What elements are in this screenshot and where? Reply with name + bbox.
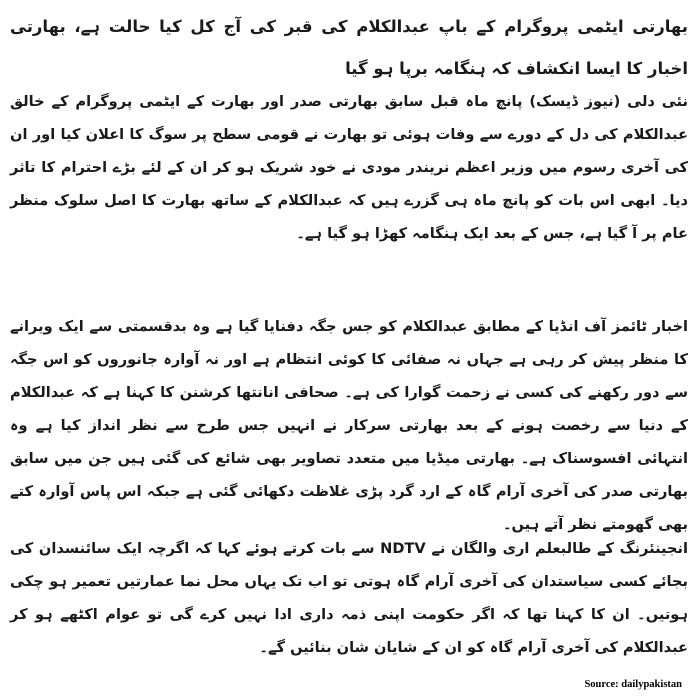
news-article-page xyxy=(10,0,688,698)
article-paragraph-1: نئی دلی (نیوز ڈیسک) پانچ ماہ قبل سابق بھارتی صدر اور بھارت کے ایٹمی پروگرام کے خالق عبدالکلام کی دل کے دورے سے وفات ہوئی تو بھارت نے قومی سطح پر سوگ کا اعلان کیا اور ان کی آخری رسوم میں وزیر اعظم نریندر مودی نے خود شریک ہو کر ان کے لئے بڑے احترام کا تاثر دیا۔ ابھی اس بات کو پانچ ماہ ہی گزرے ہیں کہ عبدالکلام کے ساتھ بھارت کا اصل سلوک منظر عام پر آ گیا ہے، جس کے بعد ایک ہنگامہ کھڑا ہو گیا ہے۔ xyxy=(10,93,688,242)
article-paragraph-3: انجینئرنگ کے طالبعلم اری والگان نے NDTV سے بات کرتے ہوئے کہا کہ اگرچہ ایک سائنسدان کی بجائے کسی سیاستدان کی آخری آرام گاہ ہوتی تو اب تک یہاں محل نما عمارتیں تعمیر ہو چکی ہوتیں۔ ان کا کہنا تھا کہ اگر حکومت اپنی ذمہ داری ادا نہیں کرے گی تو عوام اکٹھے ہو کر عبدالکلام کی آخری آرام گاہ کو ان کے شایان شان بنائیں گے۔ xyxy=(10,540,689,656)
article-paragraph-2: اخبار ٹائمز آف انڈیا کے مطابق عبدالکلام کو جس جگہ دفنایا گیا ہے وہ بدقسمتی سے ایک ویرانے کا منظر پیش کر رہی ہے جہاں نہ صفائی کا کوئی انتظام ہے اور نہ آوارہ جانوروں کو اس جگہ سے دور رکھنے کی کسی نے زحمت گوارا کی ہے۔ صحافی انانتھا کرشنن کا کہنا ہے کہ عبدالکلام کے دنیا سے رخصت ہونے کے بعد بھارتی سرکار نے انہیں جس طرح سے نظر انداز کیا ہے وہ انتہائی افسوسناک ہے۔ بھارتی میڈیا میں متعدد تصاویر بھی شائع کی گئی ہیں جن میں سابق بھارتی صدر کی آخری آرام گاہ کے ارد گرد پڑی غلاظت دکھائی گئی ہے جبکہ اس پاس آوارہ کتے بھی گھومتے نظر آتے ہیں۔ xyxy=(10,318,688,533)
article-headline: بھارتی ایٹمی پروگرام کے باپ عبدالکلام کی قبر کی آج کل کیا حالت ہے، بھارتی اخبار کا ایسا انکشاف کہ ہنگامہ برپا ہو گیا xyxy=(10,17,688,78)
source-credit: Source: dailypakistan xyxy=(584,679,682,690)
